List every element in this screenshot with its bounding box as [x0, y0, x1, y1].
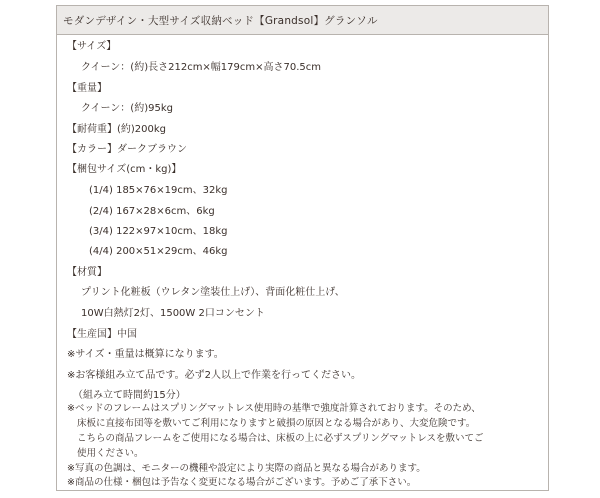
note-frame-4: 使用ください。 [77, 448, 144, 459]
note-frame-1: ※ベッドのフレームはスプリングマットレス使用時の基準で強度計算されております。そのため、 [67, 403, 481, 414]
weight-heading: 【重量】 [67, 83, 107, 94]
spec-header [57, 6, 548, 35]
size-value: クイーン：(約)長さ212cm×幅179cm×高さ70.5cm [81, 62, 322, 73]
load-capacity: 【耐荷重】(約)200kg [67, 124, 167, 135]
note-assembly-time: （組み立て時間約15分） [73, 390, 186, 401]
package-heading: 【梱包サイズ(cm・kg)】 [67, 164, 182, 175]
color: 【カラー】ダークブラウン [67, 144, 187, 155]
note-color: ※写真の色調は、モニターの機種や設定により実際の商品と異なる場合があります。 [67, 463, 426, 474]
origin: 【生産国】中国 [67, 329, 137, 340]
note-frame-2: 床板に直接布団等を敷いてご利用になりますと破損の原因となる場合があり、大変危険です。 [77, 418, 476, 429]
note-spec: ※商品の仕様・梱包は予告なく変更になる場合がございます。予めご了承下さい。 [67, 477, 417, 488]
weight-value: クイーン：(約)95kg [81, 103, 173, 114]
note-assembly: ※お客様組み立て品です。必ず2人以上で作業を行ってください。 [67, 370, 361, 381]
product-title: モダンデザイン・大型サイズ収納ベッド【Grandsol】グランソル [63, 15, 378, 27]
material-line-2: 10W白熱灯2灯、1500W 2口コンセント [81, 308, 265, 319]
package-4: (4/4) 200×51×29cm、46kg [89, 246, 228, 257]
note-frame-3: こちらの商品フレームをご使用になる場合は、床板の上に必ずスプリングマットレスを敷いてご [77, 433, 484, 444]
package-3: (3/4) 122×97×10cm、18kg [89, 226, 228, 237]
note-approx: ※サイズ・重量は概算になります。 [67, 349, 224, 360]
material-heading: 【材質】 [67, 267, 107, 278]
material-line-1: プリント化粧板（ウレタン塗装仕上げ）、背面化粧仕上げ、 [81, 287, 345, 298]
package-1: (1/4) 185×76×19cm、32kg [89, 185, 228, 196]
package-2: (2/4) 167×28×6cm、6kg [89, 206, 215, 217]
size-heading: 【サイズ】 [67, 41, 117, 52]
